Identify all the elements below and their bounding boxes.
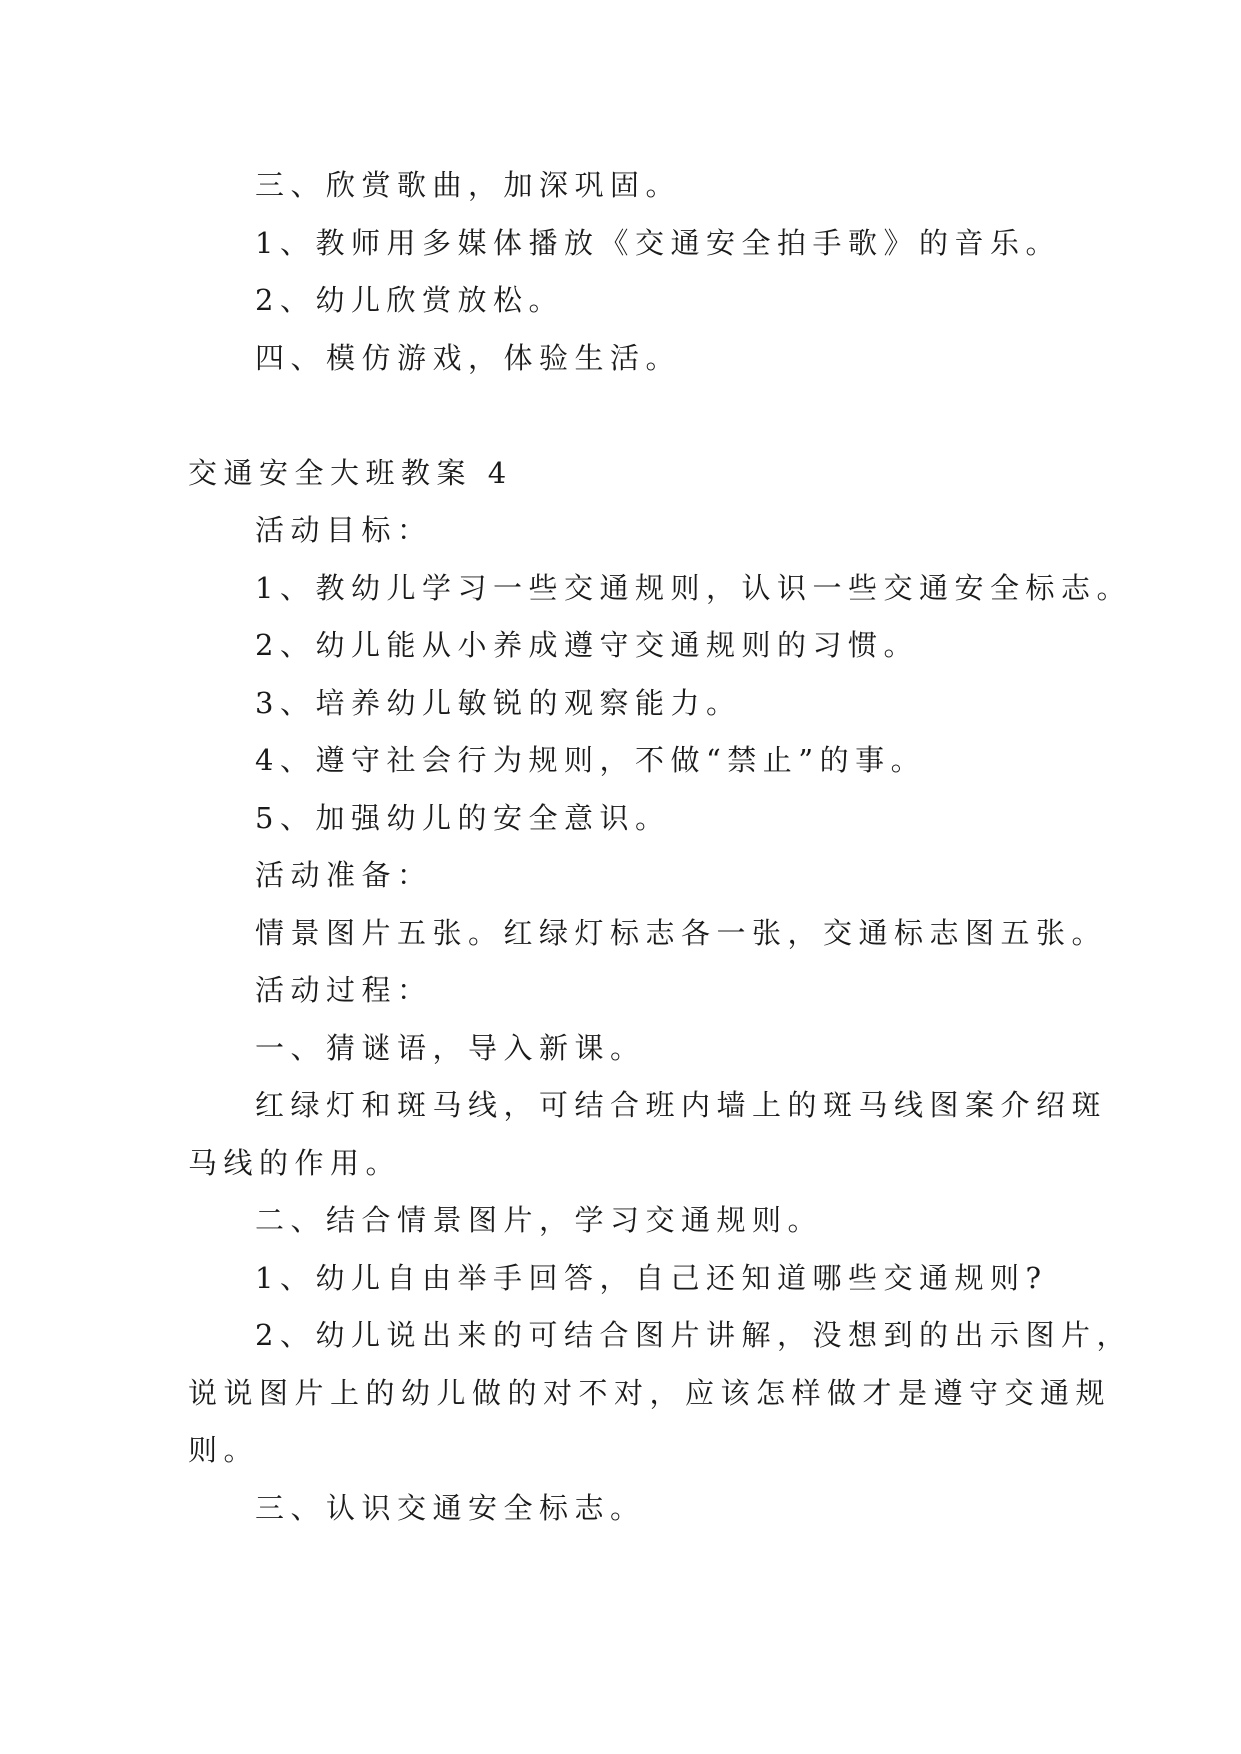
section-heading: 三、欣赏歌曲，加深巩固。 bbox=[255, 168, 682, 202]
goals-heading: 活动目标： bbox=[255, 513, 433, 547]
process-heading: 活动过程： bbox=[255, 973, 433, 1007]
list-item: 2、幼儿欣赏放松。 bbox=[255, 283, 564, 317]
paragraph-line: 说说图片上的幼儿做的对不对，应该怎样做才是遵守交通规 bbox=[188, 1376, 1112, 1410]
paragraph-line: 马线的作用。 bbox=[188, 1146, 402, 1180]
goal-item: 1、教幼儿学习一些交通规则，认识一些交通安全标志。 bbox=[255, 571, 1132, 605]
goal-item: 3、培养幼儿敏锐的观察能力。 bbox=[255, 686, 742, 720]
step-heading: 二、结合情景图片，学习交通规则。 bbox=[255, 1203, 824, 1237]
step-heading: 一、猜谜语，导入新课。 bbox=[255, 1031, 646, 1065]
prep-text: 情景图片五张。红绿灯标志各一张，交通标志图五张。 bbox=[255, 916, 1108, 950]
paragraph-line: 2、幼儿说出来的可结合图片讲解，没想到的出示图片， bbox=[255, 1318, 1132, 1352]
paragraph-line: 红绿灯和斑马线，可结合班内墙上的斑马线图案介绍斑 bbox=[255, 1088, 1108, 1122]
list-item: 1、幼儿自由举手回答，自己还知道哪些交通规则? bbox=[255, 1261, 1048, 1295]
goal-item: 4、遵守社会行为规则，不做“禁止”的事。 bbox=[255, 743, 927, 777]
lesson-title: 交通安全大班教案 4 bbox=[188, 456, 513, 490]
paragraph-line: 则。 bbox=[188, 1433, 260, 1467]
list-item: 1、教师用多媒体播放《交通安全拍手歌》的音乐。 bbox=[255, 226, 1061, 260]
step-heading: 三、认识交通安全标志。 bbox=[255, 1491, 646, 1525]
prep-heading: 活动准备： bbox=[255, 858, 433, 892]
goal-item: 5、加强幼儿的安全意识。 bbox=[255, 801, 671, 835]
section-heading: 四、模仿游戏，体验生活。 bbox=[255, 341, 682, 375]
goal-item: 2、幼儿能从小养成遵守交通规则的习惯。 bbox=[255, 628, 919, 662]
